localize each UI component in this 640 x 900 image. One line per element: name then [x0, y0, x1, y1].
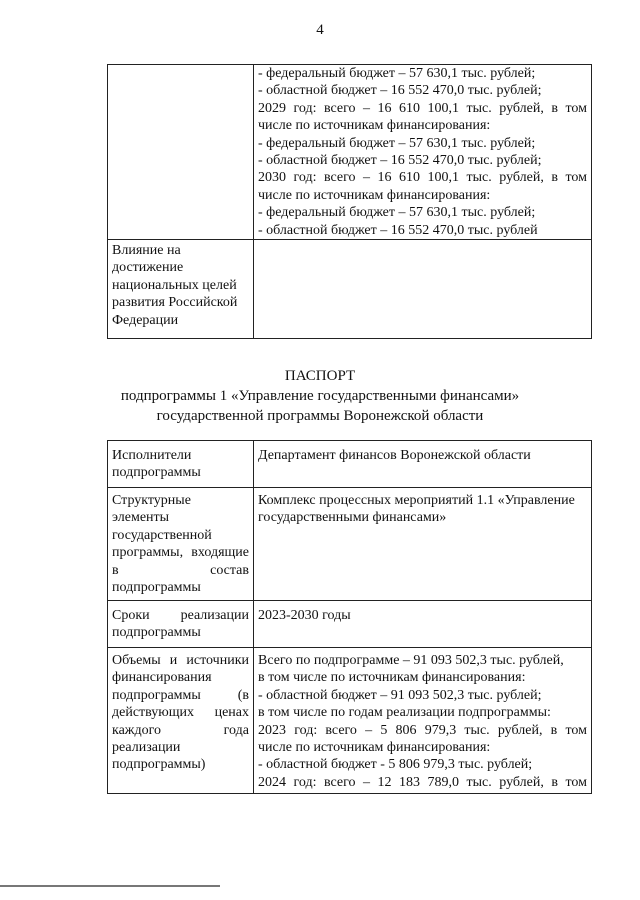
- funding-continuation-table: [107, 64, 592, 339]
- executors-label: Исполнители подпрограммы: [108, 441, 254, 488]
- funding-label: Объемы и источники финансирования подпрограммы (в действующих ценах каждого года реализации подпрограммы): [108, 648, 254, 794]
- budget-line: числе по источникам финансирования:: [258, 740, 491, 756]
- budget-line: 2023 год: всего – 5 806 979,3 тыс. рублей, в том: [258, 722, 587, 738]
- budget-line: Всего по подпрограмме – 91 093 502,3 тыс. рублей,: [258, 653, 564, 668]
- funding-lines-cell: [254, 648, 592, 794]
- budget-line: в том числе по годам реализации подпрограммы:: [258, 705, 551, 721]
- budget-line: - федеральный бюджет – 57 630,1 тыс. рублей;: [258, 205, 536, 221]
- table-row: [108, 648, 592, 794]
- executors-value: Департамент финансов Воронежской области: [254, 441, 592, 488]
- page-number: 4: [316, 22, 324, 38]
- budget-line: 2024 год: всего – 12 183 789,0 тыс. рублей, в том: [258, 774, 587, 790]
- scan-edge-line: [0, 885, 220, 887]
- impact-value: [254, 240, 592, 339]
- impact-label: Влияние на достижение национальных целей развития Российской Федерации: [108, 240, 254, 339]
- table-row: [108, 240, 592, 339]
- table-cell-empty: [108, 65, 254, 240]
- table-row: [108, 441, 592, 488]
- budget-lines-cell: [254, 65, 592, 240]
- budget-line: в том числе по источникам финансирования:: [258, 670, 526, 686]
- passport-subtitle-line-1: подпрограммы 1 «Управление государственными финансами»: [120, 388, 520, 404]
- budget-line: - областной бюджет - 5 806 979,3 тыс. рублей;: [258, 757, 533, 773]
- budget-line: - областной бюджет – 16 552 470,0 тыс. рублей: [258, 222, 538, 238]
- table-row: [108, 601, 592, 648]
- budget-line: - областной бюджет – 91 093 502,3 тыс. рублей;: [258, 687, 542, 703]
- budget-line: - федеральный бюджет – 57 630,1 тыс. рублей;: [258, 135, 536, 151]
- table-row: [108, 65, 592, 240]
- budget-line: - областной бюджет – 16 552 470,0 тыс. рублей;: [258, 153, 542, 169]
- structural-elements-label: Структурные элементы государственной программы, входящие в состав подпрограммы: [108, 488, 254, 601]
- passport-subtitle-line-2: государственной программы Воронежской области: [156, 408, 484, 424]
- implementation-period-label: Сроки реализации подпрограммы: [108, 601, 254, 648]
- subprogram-passport-table: [107, 440, 592, 794]
- implementation-period-value: 2023-2030 годы: [254, 601, 592, 648]
- budget-line: 2029 год: всего – 16 610 100,1 тыс. рублей, в том: [258, 100, 587, 116]
- budget-line: 2030 год: всего – 16 610 100,1 тыс. рублей, в том: [258, 170, 587, 186]
- budget-line: числе по источникам финансирования:: [258, 118, 491, 134]
- budget-line: числе по источникам финансирования:: [258, 187, 491, 203]
- passport-title: ПАСПОРТ: [284, 368, 356, 384]
- budget-line: - федеральный бюджет – 57 630,1 тыс. рублей;: [258, 66, 536, 81]
- table-row: [108, 488, 592, 601]
- structural-elements-value: Комплекс процессных мероприятий 1.1 «Управление государственными финансами»: [254, 488, 592, 601]
- budget-line: - областной бюджет – 16 552 470,0 тыс. рублей;: [258, 83, 542, 99]
